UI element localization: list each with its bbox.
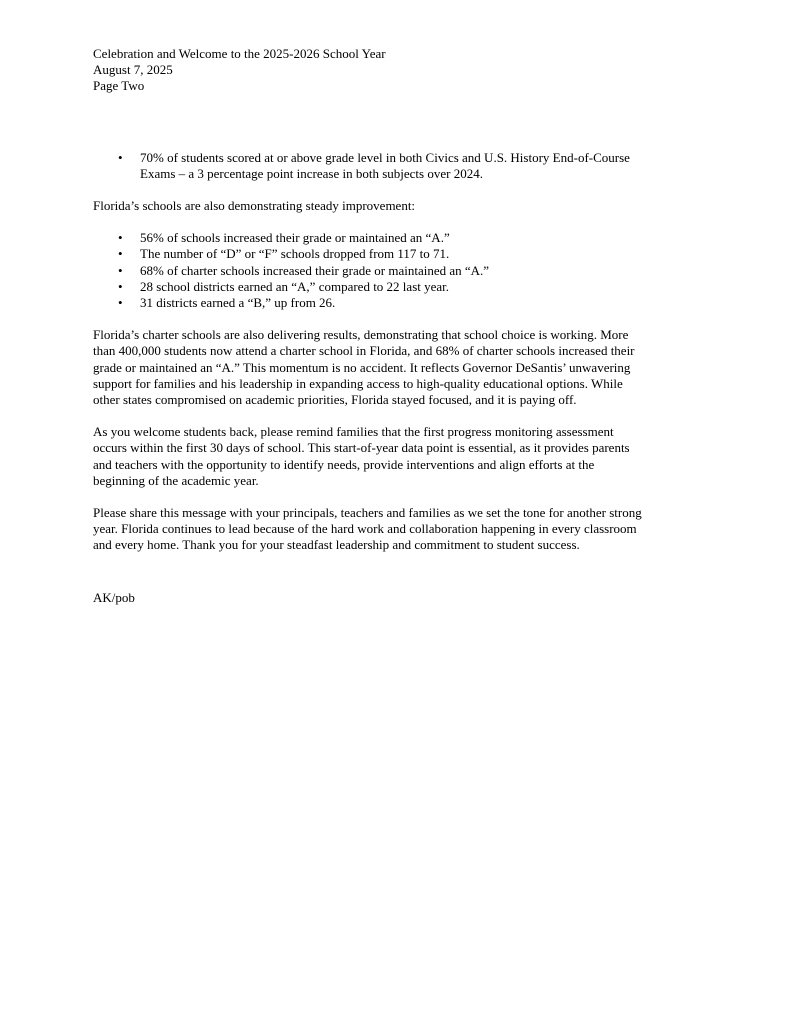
bullet-text: 68% of charter schools increased their grade or maintained an “A.” bbox=[140, 262, 490, 278]
bullet-icon: • bbox=[118, 149, 123, 165]
bullet-text-line: 70% of students scored at or above grade level in both Civics and U.S. History End-of-Course bbox=[140, 149, 630, 165]
initials: AK/pob bbox=[93, 589, 135, 605]
bullet-icon: • bbox=[118, 230, 123, 246]
paragraph-line: and every home. Thank you for your steadfast leadership and commitment to student success. bbox=[93, 537, 580, 553]
civics-bullet-list bbox=[93, 150, 703, 182]
list-item bbox=[93, 279, 703, 295]
bullet-text: 31 districts earned a “B,” up from 26. bbox=[140, 295, 336, 311]
paragraph-line: Please share this message with your principals, teachers and families as we set the tone for another strong bbox=[93, 505, 642, 521]
letter-date: August 7, 2025 bbox=[93, 62, 173, 78]
bullet-text-line: Exams – a 3 percentage point increase in both subjects over 2024. bbox=[140, 165, 483, 181]
list-item bbox=[93, 295, 703, 311]
list-item bbox=[93, 230, 703, 246]
share-paragraph bbox=[93, 505, 703, 554]
bullet-icon: • bbox=[118, 278, 123, 294]
paragraph-line: beginning of the academic year. bbox=[93, 472, 259, 488]
paragraph-line: and teachers with the opportunity to identify needs, provide interventions and align efforts at the bbox=[93, 456, 595, 472]
bullet-text: 56% of schools increased their grade or maintained an “A.” bbox=[140, 230, 450, 246]
list-item bbox=[93, 263, 703, 279]
welcome-paragraph bbox=[93, 424, 703, 489]
list-item bbox=[93, 150, 703, 182]
bullet-text: 28 school districts earned an “A,” compared to 22 last year. bbox=[140, 278, 450, 294]
paragraph-line: other states compromised on academic priorities, Florida stayed focused, and it is paying off. bbox=[93, 392, 577, 408]
page-number: Page Two bbox=[93, 78, 145, 94]
bullet-text: The number of “D” or “F” schools dropped from 117 to 71. bbox=[140, 246, 450, 262]
paragraph-line: than 400,000 students now attend a charter school in Florida, and 68% of charter schools increased their bbox=[93, 343, 635, 359]
bullet-icon: • bbox=[118, 295, 123, 311]
bullet-icon: • bbox=[118, 246, 123, 262]
letter-header bbox=[93, 46, 703, 95]
paragraph-line: grade or maintained an “A.” This momentum is no accident. It reflects Governor DeSantis’ unwavering bbox=[93, 359, 631, 375]
list-item bbox=[93, 246, 703, 262]
letter-page bbox=[93, 46, 703, 606]
paragraph-line: occurs within the first 30 days of school. This start-of-year data point is essential, as it provides parents bbox=[93, 440, 630, 456]
paragraph-line: support for families and his leadership in expanding access to high-quality educational options. While bbox=[93, 375, 623, 391]
bullet-icon: • bbox=[118, 262, 123, 278]
charter-paragraph bbox=[93, 327, 703, 408]
paragraph-line: As you welcome students back, please remind families that the first progress monitoring assessment bbox=[93, 424, 614, 440]
improvement-bullet-list bbox=[93, 230, 703, 311]
paragraph-line: year. Florida continues to lead because of the hard work and collaboration happening in every classroom bbox=[93, 521, 637, 537]
improvement-intro: Florida’s schools are also demonstrating steady improvement: bbox=[93, 198, 416, 214]
paragraph-line: Florida’s charter schools are also delivering results, demonstrating that school choice is working. More bbox=[93, 327, 629, 343]
letter-title: Celebration and Welcome to the 2025-2026 School Year bbox=[93, 46, 386, 61]
